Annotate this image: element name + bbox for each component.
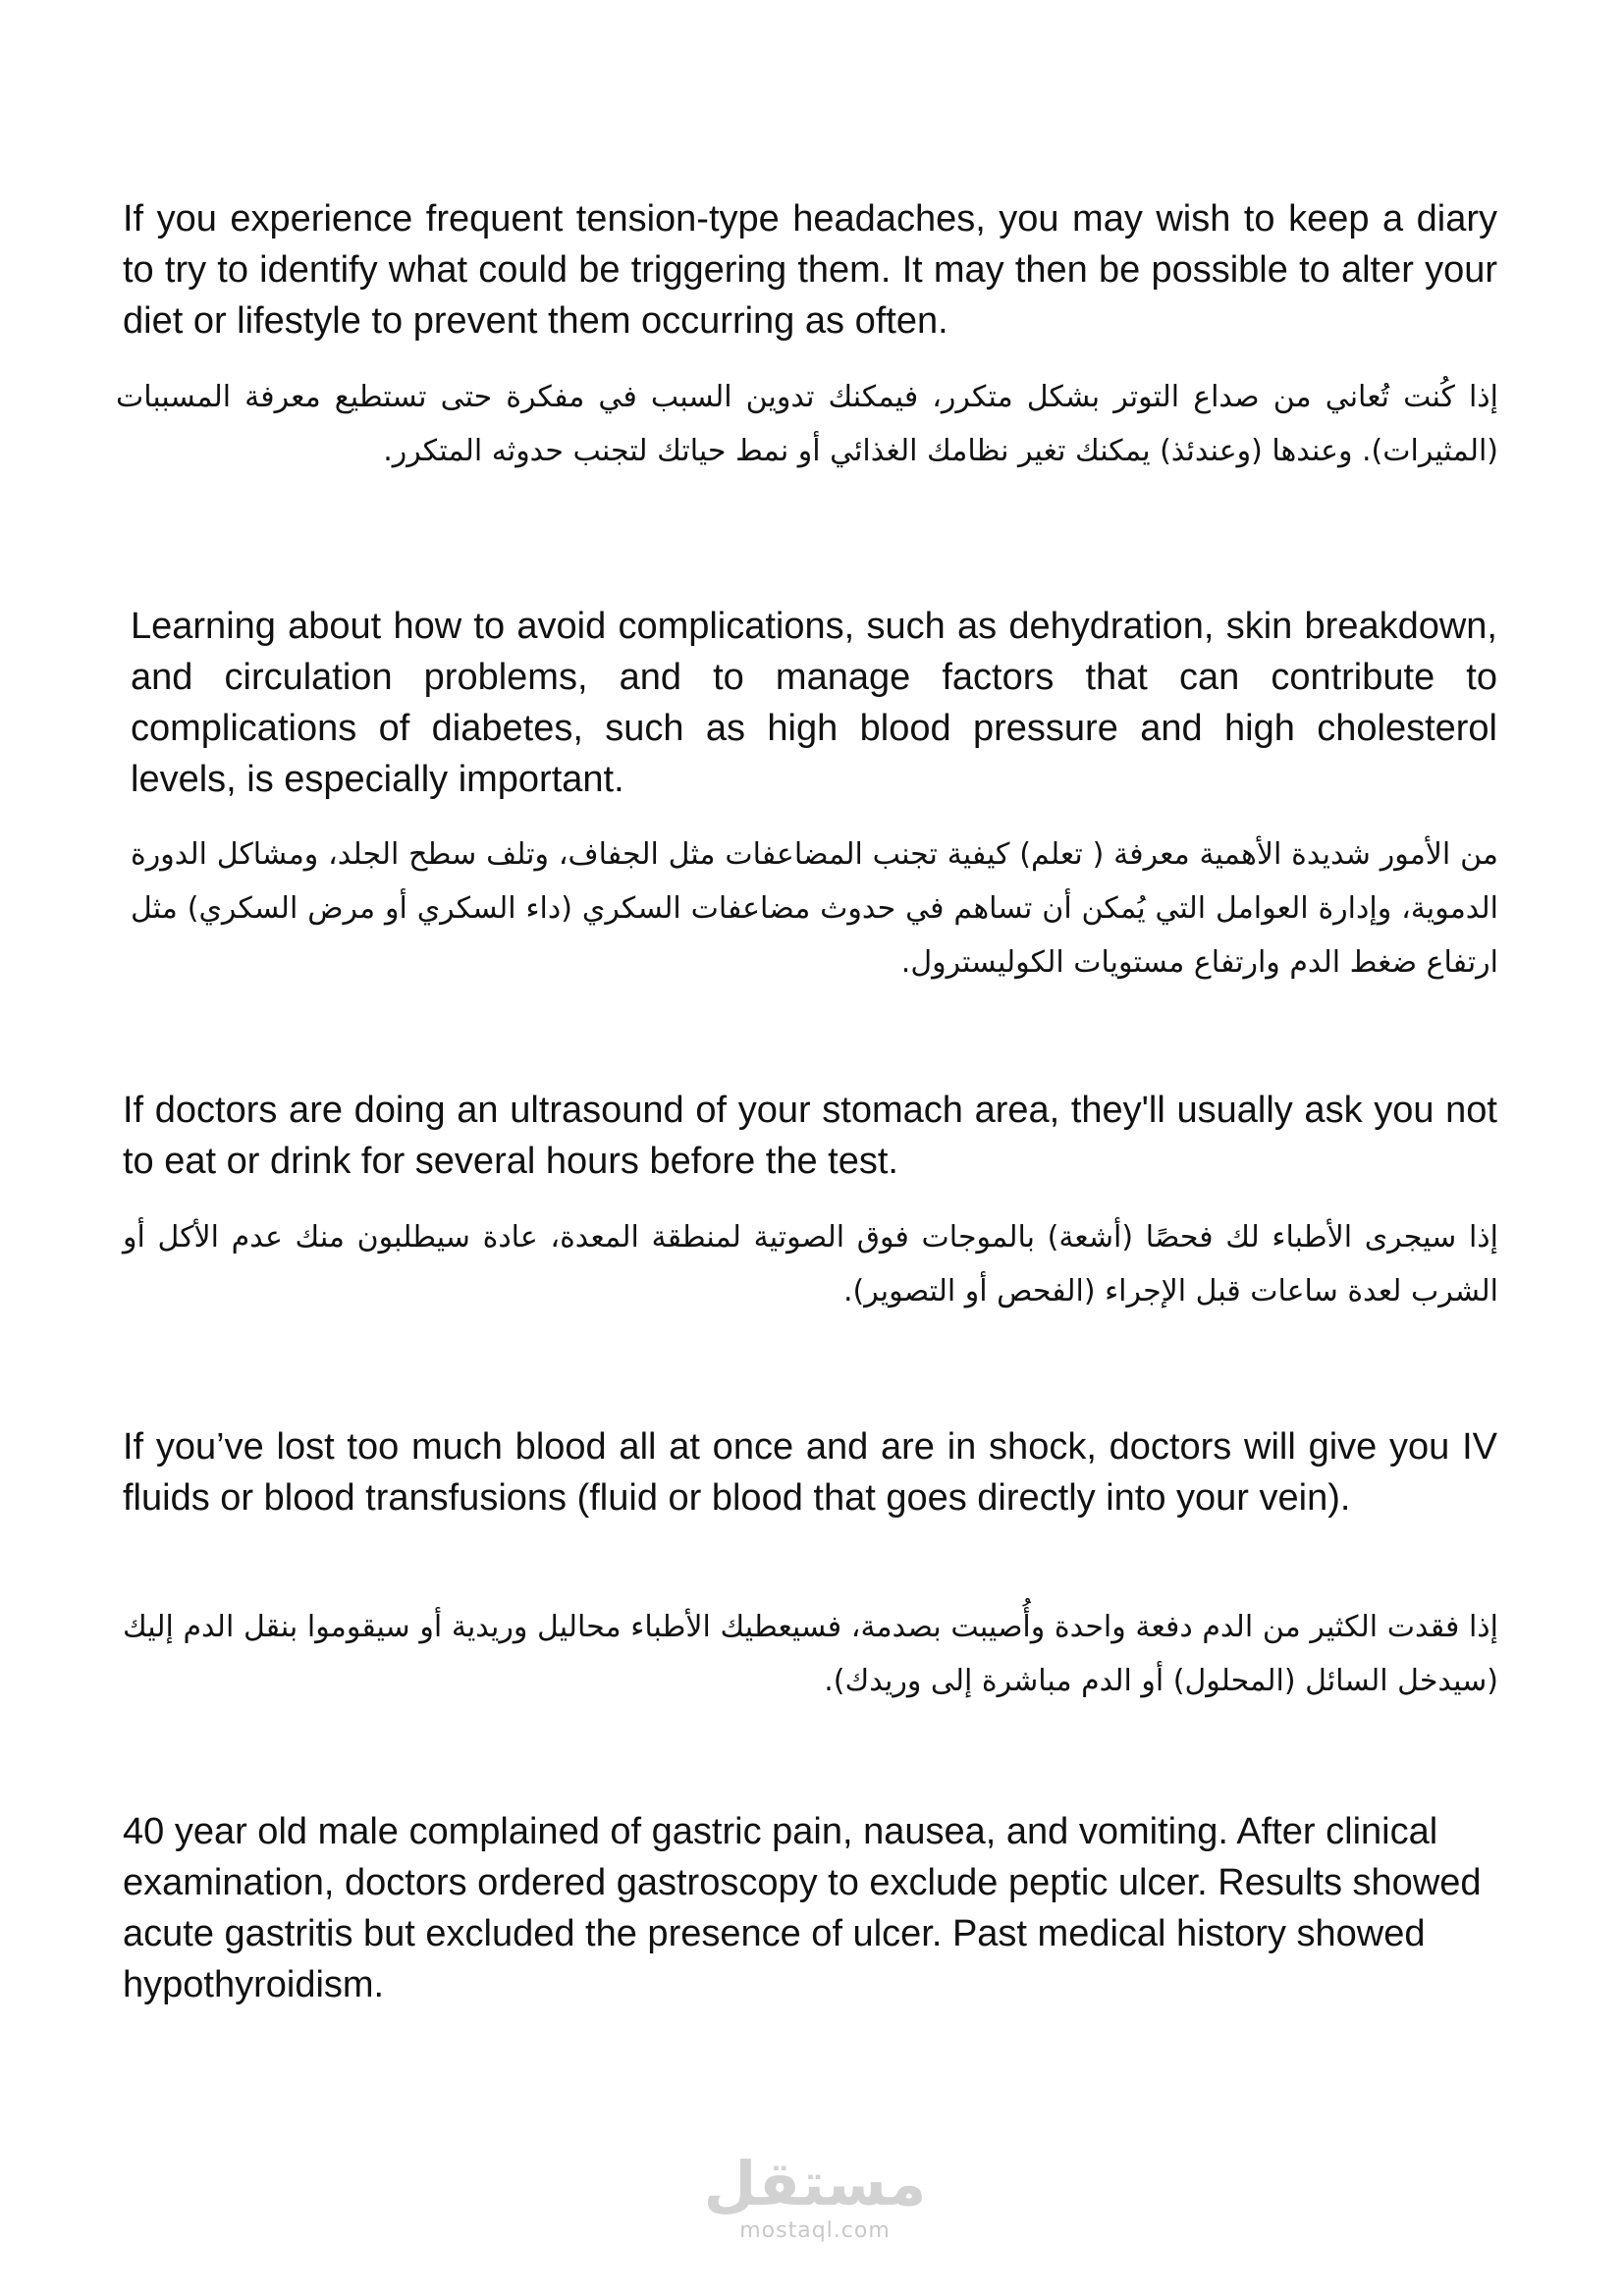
- section-1-arabic: [116, 370, 1498, 478]
- section-1: [123, 193, 1497, 347]
- mostaql-watermark: [687, 2150, 943, 2244]
- arabic-paragraph-4: إذا فقدت الكثير من الدم دفعة واحدة وأُصيبت بصدمة، فسيعطيك الأطباء محاليل وريدية أو سيقوموا بنقل الدم إليك (سيدخل السائل (المحلول) أو الدم مباشرة إلى وريدك).: [123, 1610, 1498, 1698]
- section-4: [123, 1421, 1497, 1523]
- arabic-paragraph-1: إذا كُنت تُعاني من صداع التوتر بشكل متكرر، فيمكنك تدوين السبب في مفكرة حتى تستطيع معرفة المسببات (المثيرات). وعندها (وعندئذ) يمكنك تغير نظامك الغذائي أو نمط حياتك لتجنب حدوثه المتكرر.: [116, 380, 1498, 468]
- section-5: [123, 1806, 1497, 2010]
- section-3-arabic: [123, 1210, 1498, 1318]
- english-paragraph-4: If you’ve lost too much blood all at once and are in shock, doctors will give you IV fluids or blood transfusions (fluid or blood that goes directly into your vein).: [123, 1426, 1497, 1519]
- english-paragraph-3: If doctors are doing an ultrasound of your stomach area, they'll usually ask you not to eat or drink for several hours before the test.: [123, 1090, 1497, 1182]
- arabic-paragraph-3: إذا سيجرى الأطباء لك فحصًا (أشعة) بالموجات فوق الصوتية لمنطقة المعدة، عادة سيطلبون منك عدم الأكل أو الشرب لعدة ساعات قبل الإجراء (الفحص أو التصوير).: [123, 1220, 1498, 1308]
- watermark-logo: مستقل: [703, 2148, 927, 2219]
- watermark-url: mostaql.com: [739, 2218, 891, 2243]
- section-2-arabic: [131, 828, 1498, 989]
- section-2: [131, 601, 1497, 805]
- section-4-arabic: [123, 1600, 1498, 1708]
- english-paragraph-2: Learning about how to avoid complications, such as dehydration, skin breakdown, and circulation problems, and to manage factors that can contribute to complications of diabetes, such as high blood pressure and high cholesterol levels, is especially important.: [131, 606, 1497, 800]
- arabic-paragraph-2: من الأمور شديدة الأهمية معرفة ( تعلم) كيفية تجنب المضاعفات مثل الجفاف، وتلف سطح الجلد، ومشاكل الدورة الدموية، وإدارة العوامل التي يُمكن أن تساهم في حدوث مضاعفات السكري (داء السكري أو مرض السكري) مثل ارتفاع ضغط الدم وارتفاع مستويات الكوليسترول.: [131, 837, 1498, 980]
- english-paragraph-5: 40 year old male complained of gastric pain, nausea, and vomiting. After clinical examination, doctors ordered gastroscopy to exclude peptic ulcer. Results showed acute gastritis but excluded the presence of ulcer. Past medical history showed hypothyroidism.: [123, 1811, 1482, 2005]
- section-3: [123, 1085, 1497, 1187]
- english-paragraph-1: If you experience frequent tension-type headaches, you may wish to keep a diary to try to identify what could be triggering them. It may then be possible to alter your diet or lifestyle to prevent them occurring as often.: [123, 198, 1497, 342]
